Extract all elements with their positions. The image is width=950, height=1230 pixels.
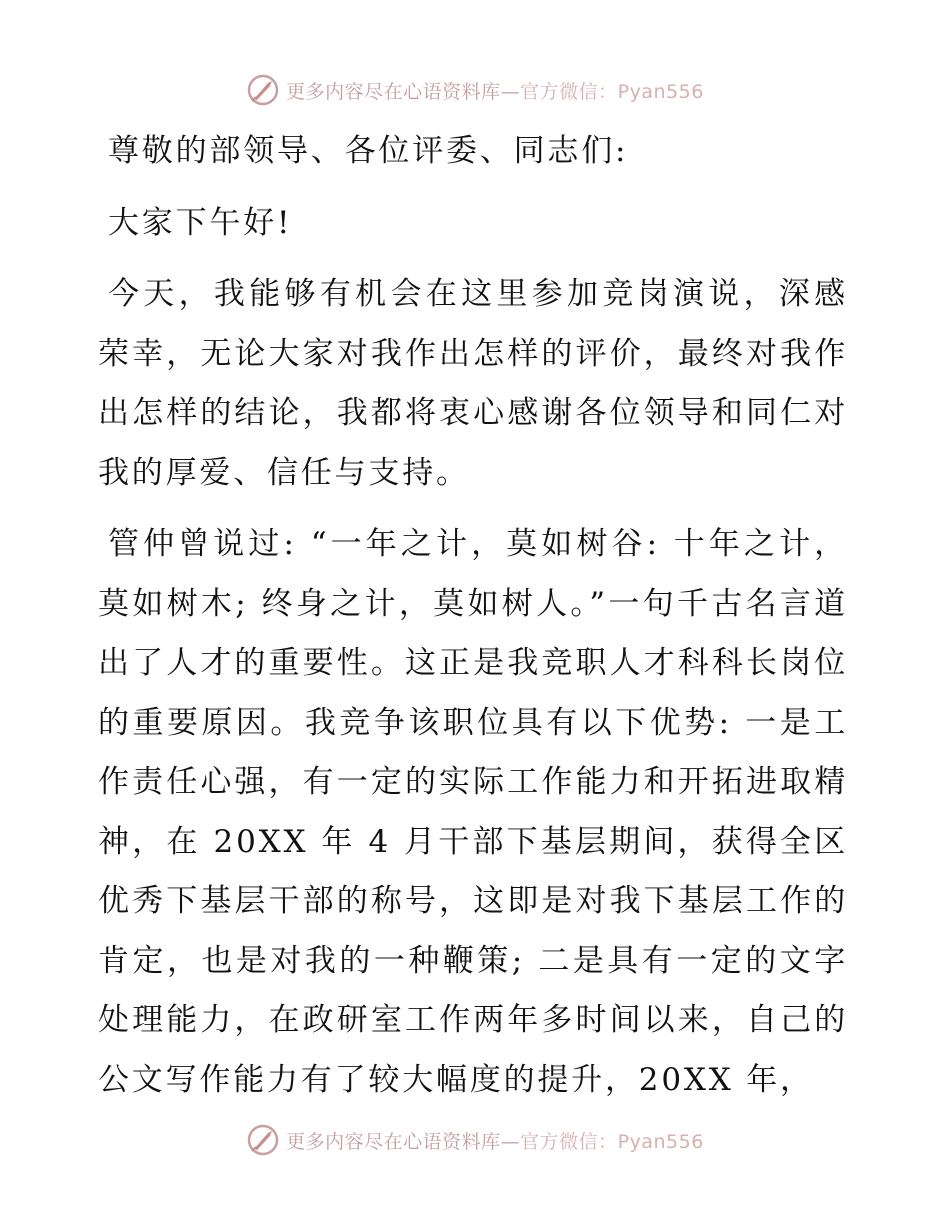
watermark-separator: — bbox=[500, 80, 521, 103]
watermark-site-name: 更多内容尽在心语资料库 bbox=[286, 80, 501, 103]
paragraph-intro: 今天，我能够有机会在这里参加竞岗演说，深感荣幸，无论大家对我作出怎样的评价，最终对我作出怎样的结论，我都将衷心感谢各位领导和同仁对我的厚爱、信任与支持。 bbox=[98, 276, 848, 491]
salutation: 尊敬的部领导、各位评委、同志们: bbox=[108, 133, 629, 169]
quill-circle-logo-icon bbox=[246, 73, 280, 107]
watermark-text bbox=[286, 1127, 704, 1154]
watermark-wechat: 官方微信：Pyan556 bbox=[520, 1130, 704, 1153]
footer-watermark bbox=[0, 1120, 950, 1160]
paragraph-advantages: 管仲曾说过: “一年之计，莫如树谷: 十年之计，莫如树木; 终身之计，莫如树人。”一句千古名言道出了人才的重要性。这正是我竞职人才科科长岗位的重要原因。我竞争该职位具有以下优势: 一是工作责任心强，有一定的实际工作能力和开拓进取精神，在 20XX 年 4 月干部下基层期间，获得全区优秀下基层干部的称号，这即是对我下基层工作的肯定，也是对我的一种鞭策; 二是具有一定的文字处理能力，在政研室工作两年多时间以来，自己的公文写作能力有了较大幅度的提升，20XX 年， bbox=[98, 526, 848, 1098]
watermark-site-name: 更多内容尽在心语资料库 bbox=[286, 1130, 501, 1153]
quill-circle-logo-icon bbox=[246, 1123, 280, 1157]
watermark-wechat: 官方微信：Pyan556 bbox=[520, 80, 704, 103]
watermark-separator: — bbox=[500, 1130, 521, 1153]
header-watermark bbox=[0, 70, 950, 110]
document-body bbox=[98, 122, 848, 1120]
greeting: 大家下午好! bbox=[108, 204, 293, 241]
watermark-text bbox=[286, 77, 704, 104]
